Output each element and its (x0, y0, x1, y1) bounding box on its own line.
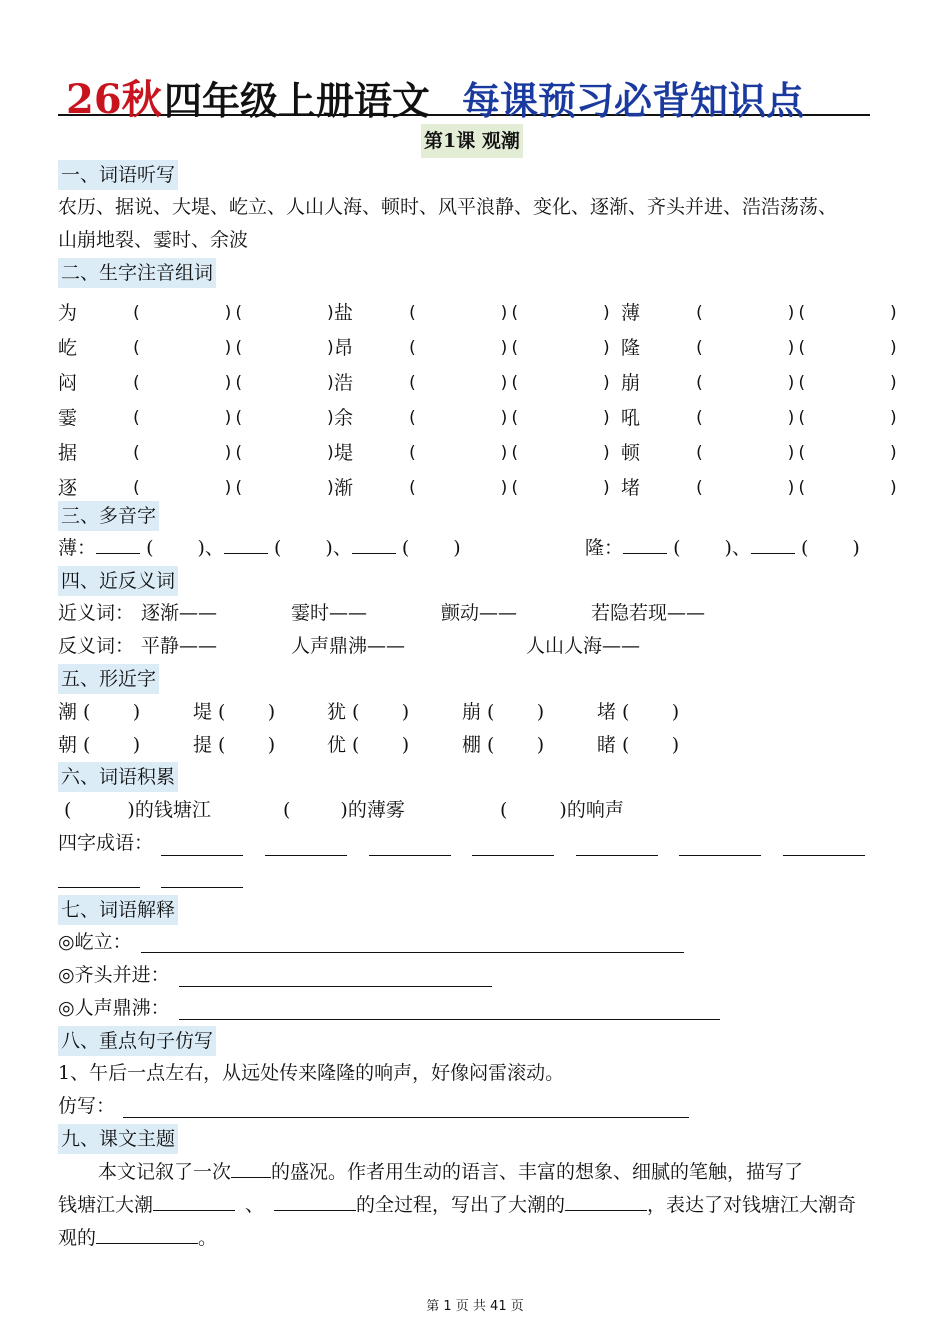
pinyin-char: 屹 (58, 337, 78, 359)
pinyin-answer-parens[interactable]: ( )( ) (694, 338, 899, 358)
pinyin-char: 顿 (621, 442, 641, 464)
pinyin-answer-parens[interactable]: ( )( ) (694, 478, 899, 498)
pinyin-answer-parens[interactable]: ( )( ) (131, 408, 336, 428)
theme-blank[interactable] (153, 1190, 235, 1211)
explain-label: ◎齐头并进： (58, 964, 170, 986)
pinyin-answer-parens[interactable]: ( )( ) (694, 408, 899, 428)
antonym-item: 人声鼎沸—— (291, 635, 406, 657)
accum-item: ( )的薄雾 (283, 799, 405, 821)
similar-char: 崩 (462, 701, 482, 723)
similar-char-parens[interactable]: ( ) (212, 734, 276, 756)
answer-blank[interactable] (352, 533, 396, 554)
polyphonic-char-bo: 薄： (58, 537, 97, 559)
similar-char-item (58, 697, 140, 727)
pinyin-char: 堵 (621, 477, 641, 499)
pinyin-answer-parens[interactable]: ( )( ) (407, 338, 612, 358)
theme-line-3: 观的 。 (58, 1223, 217, 1253)
pinyin-answer-parens[interactable]: ( )( ) (407, 303, 612, 323)
pinyin-answer-parens[interactable]: ( )( ) (131, 303, 336, 323)
pinyin-char: 堤 (334, 442, 354, 464)
theme-blank[interactable] (96, 1223, 198, 1244)
answer-blank[interactable] (751, 533, 795, 554)
explain-blank[interactable] (141, 952, 684, 953)
pinyin-answer-parens[interactable]: ( )( ) (131, 443, 336, 463)
synonym-item: 若隐若现—— (591, 602, 706, 624)
section-heading-synonyms: 四、近反义词 (58, 566, 178, 596)
pinyin-char: 薄 (621, 302, 641, 324)
pinyin-answer-parens[interactable]: ( )( ) (407, 373, 612, 393)
similar-char-item (327, 730, 409, 760)
synonym-item: 颤动—— (441, 602, 518, 624)
synonym-label: 近义词： (58, 602, 135, 624)
pinyin-char: 隆 (621, 337, 641, 359)
pinyin-char: 渐 (334, 477, 354, 499)
similar-char: 朝 (58, 734, 78, 756)
pinyin-char: 逐 (58, 477, 78, 499)
explain-label: ◎人声鼎沸： (58, 997, 170, 1019)
pinyin-char: 余 (334, 407, 354, 429)
pinyin-char: 为 (58, 302, 78, 324)
section-heading-dictation: 一、词语听写 (58, 160, 178, 190)
word-list-line-1: 农历、据说、大堤、屹立、人山人海、顿时、风平浪静、变化、逐渐、齐头并进、浩浩荡荡、 (58, 196, 838, 218)
theme-blank[interactable] (274, 1190, 356, 1211)
pinyin-answer-parens[interactable]: ( )( ) (407, 408, 612, 428)
pinyin-char: 盐 (334, 302, 354, 324)
similar-char: 睹 (597, 734, 617, 756)
word-list-line-2: 山崩地裂、霎时、余波 (58, 229, 249, 251)
similar-char-item (327, 697, 409, 727)
document-title (58, 64, 870, 123)
similar-char-item (462, 697, 544, 727)
pinyin-answer-parens[interactable]: ( )( ) (694, 303, 899, 323)
pinyin-char: 昂 (334, 337, 354, 359)
section-heading-sentence-imitation: 八、重点句子仿写 (58, 1026, 216, 1056)
similar-char-parens[interactable]: ( ) (346, 701, 410, 723)
accum-item: ( )的响声 (500, 799, 624, 821)
idiom-blank[interactable] (161, 855, 243, 856)
similar-char-item (597, 730, 679, 760)
antonym-item: 人山人海—— (526, 635, 641, 657)
similar-char: 潮 (58, 701, 78, 723)
similar-char-item (597, 697, 679, 727)
explain-blank[interactable] (179, 986, 492, 987)
idiom-blank[interactable] (265, 855, 347, 856)
key-sentence: 1、午后一点左右，从远处传来隆隆的响声，好像闷雷滚动。 (58, 1062, 565, 1084)
similar-char-parens[interactable]: ( ) (77, 734, 141, 756)
similar-char: 犹 (327, 701, 347, 723)
polyphonic-char-long: 隆： (585, 537, 624, 559)
pinyin-char: 浩 (334, 372, 354, 394)
similar-char-parens[interactable]: ( ) (481, 701, 545, 723)
section-heading-similar-chars: 五、形近字 (58, 664, 159, 694)
similar-char-item (193, 730, 275, 760)
idiom-blank[interactable] (576, 855, 658, 856)
theme-line-2: 钱塘江大潮 、 的全过程，写出了大潮的 ，表达了对钱塘江大潮奇 (58, 1190, 856, 1220)
idiom-label: 四字成语： (58, 832, 154, 854)
explain-blank[interactable] (179, 1019, 720, 1020)
pinyin-char: 吼 (621, 407, 641, 429)
pinyin-char: 闷 (58, 372, 78, 394)
similar-char: 优 (327, 734, 347, 756)
pinyin-char: 崩 (621, 372, 641, 394)
pinyin-answer-parens[interactable]: ( )( ) (407, 443, 612, 463)
section-heading-pinyin: 二、生字注音组词 (58, 258, 216, 288)
pinyin-char: 霎 (58, 407, 78, 429)
pinyin-answer-parens[interactable]: ( )( ) (131, 478, 336, 498)
idiom-blank[interactable] (783, 855, 865, 856)
idiom-blank[interactable] (472, 855, 554, 856)
antonym-item: 平静—— (141, 635, 218, 657)
idiom-blank[interactable] (161, 887, 243, 888)
polyphonic-row-2: 隆： ( )、 ( ) (585, 533, 860, 563)
similar-char-item (193, 697, 275, 727)
idiom-blank[interactable] (58, 887, 140, 888)
answer-blank[interactable] (224, 533, 268, 554)
lesson-heading: 第1课 观潮 (421, 124, 523, 158)
section-heading-polyphonic: 三、多音字 (58, 501, 159, 531)
accum-item: ( )的钱塘江 (64, 799, 211, 821)
pinyin-answer-parens[interactable]: ( )( ) (131, 373, 336, 393)
page-footer: 第 1 页 共 41 页 (426, 1299, 524, 1314)
section-heading-word-explanation: 七、词语解释 (58, 895, 178, 925)
theme-line-1: 本文记叙了一次 的盛况。作者用生动的语言、丰富的想象、细腻的笔触，描写了 (98, 1157, 803, 1187)
pinyin-char: 据 (58, 442, 78, 464)
imitate-blank[interactable] (123, 1117, 689, 1118)
section-heading-word-accumulation: 六、词语积累 (58, 762, 178, 792)
answer-blank[interactable] (623, 533, 667, 554)
similar-char-item (462, 730, 544, 760)
similar-char: 提 (193, 734, 213, 756)
theme-blank[interactable] (565, 1190, 647, 1211)
pinyin-answer-parens[interactable]: ( )( ) (694, 373, 899, 393)
idiom-blank[interactable] (369, 855, 451, 856)
similar-char: 堵 (597, 701, 617, 723)
similar-char-parens[interactable]: ( ) (616, 734, 680, 756)
similar-char: 棚 (462, 734, 482, 756)
idiom-blank[interactable] (679, 855, 761, 856)
explain-label: ◎屹立： (58, 931, 132, 953)
antonym-label: 反义词： (58, 635, 135, 657)
similar-char-parens[interactable]: ( ) (481, 734, 545, 756)
similar-char: 堤 (193, 701, 213, 723)
synonym-item: 逐渐—— (141, 602, 218, 624)
similar-char-item (58, 730, 140, 760)
imitate-label: 仿写： (58, 1095, 116, 1117)
polyphonic-row: 薄： ( )、 ( )、 ( ) (58, 533, 461, 563)
pinyin-answer-parens[interactable]: ( )( ) (694, 443, 899, 463)
pinyin-answer-parens[interactable]: ( )( ) (407, 478, 612, 498)
theme-blank[interactable] (231, 1157, 271, 1178)
similar-char-parens[interactable]: ( ) (616, 701, 680, 723)
similar-char-parens[interactable]: ( ) (346, 734, 410, 756)
similar-char-parens[interactable]: ( ) (212, 701, 276, 723)
pinyin-answer-parens[interactable]: ( )( ) (131, 338, 336, 358)
answer-blank[interactable] (96, 533, 140, 554)
synonym-item: 霎时—— (291, 602, 368, 624)
title-topic: 每课预习必背知识点 (462, 79, 805, 123)
title-semester: 26秋 (66, 76, 162, 123)
section-heading-theme: 九、课文主题 (58, 1124, 178, 1154)
similar-char-parens[interactable]: ( ) (77, 701, 141, 723)
title-grade-subject: 四年级上册语文 (164, 79, 431, 123)
